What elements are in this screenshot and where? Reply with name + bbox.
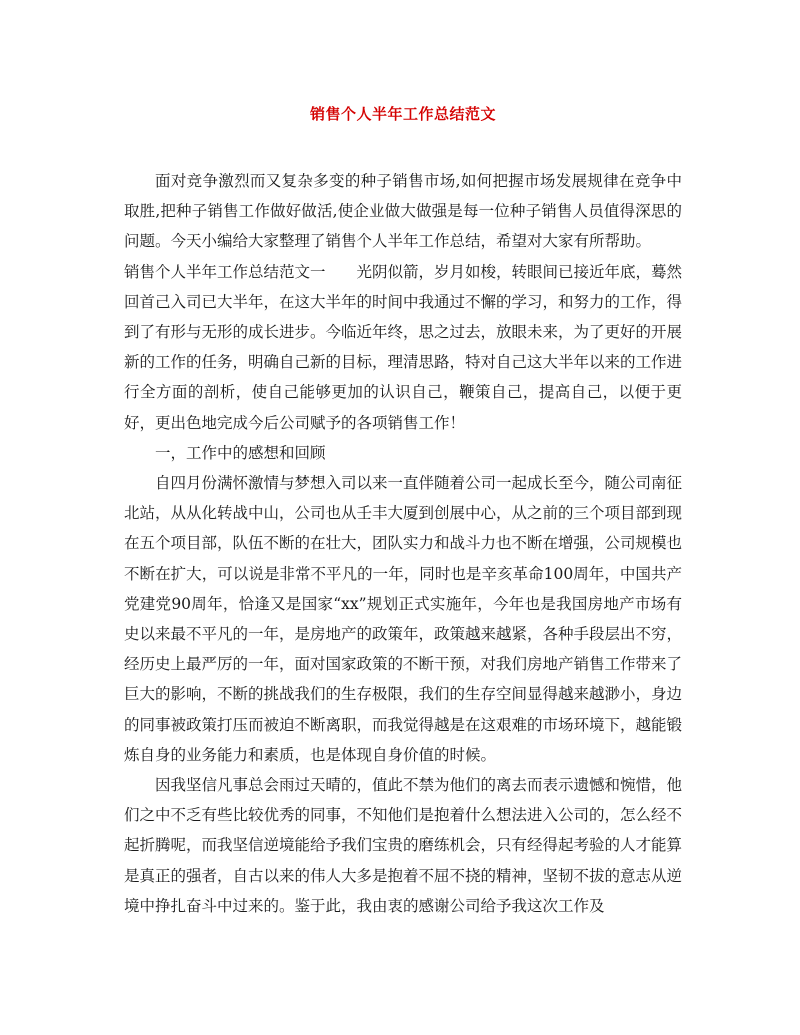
paragraph-sample-one: 销售个人半年工作总结范文一 光阴似箭，岁月如梭，转眼间已接近年底，蓦然回首己入司已大半年，在这大半年的时间中我通过不懈的学习，和努力的工作，得到了有形与无形的成长进步。今临近年终，思之过去，放眼未来，为了更好的开展新的工作的任务，明确自己新的目标，理清思路，特对自己这大半年以来的工作进行全方面的剖析，使自己能够更加的认识自己，鞭策自己，提高自己，以便于更好，更出色地完成今后公司赋予的各项销售工作！ xyxy=(124,262,683,432)
section-heading-reflection: 一，工作中的感想和回顾 xyxy=(155,443,326,462)
paragraph-adversity: 因我坚信凡事总会雨过天晴的，值此不禁为他们的离去而表示遗憾和惋惜，他们之中不乏有些比较优秀的同事，不知他们是抱着什么想法进入公司的，怎么经不起折腾呢，而我坚信逆境能给予我们宝贵的磨练机会，只有经得起考验的人才能算是真正的强者，自古以来的伟人大多是抱着不屈不挠的精神，坚韧不拔的意志从逆境中挣扎奋斗中过来的。鉴于此，我由衷的感谢公司给予我这次工作及 xyxy=(124,776,683,915)
paragraph-reflection: 自四月份满怀激情与梦想入司以来一直伴随着公司一起成长至今，随公司南征北站，从从化转战中山，公司也从壬丰大厦到创展中心，从之前的三个项目部到现在五个项目部，队伍不断的在壮大，团队实力和战斗力也不断在增强，公司规模也不断在扩大，可以说是非常不平凡的一年，同时也是辛亥革命100周年，中国共产党建党90周年，恰逢又是国家“xx”规划正式实施年，今年也是我国房地产市场有史以来最不平凡的一年，是房地产的政策年，政策越来越紧，各种手段层出不穷，经历史上最严厉的一年，面对国家政策的不断干预，对我们房地产销售工作带来了巨大的影响，不断的挑战我们的生存极限，我们的生存空间显得越来越渺小，身边的同事被政策打压而被迫不断离职，而我觉得越是在这艰难的市场环境下，越能锻炼自身的业务能力和素质，也是体现自身价值的时候。 xyxy=(124,474,683,764)
paragraph-intro: 面对竞争激烈而又复杂多变的种子销售市场,如何把握市场发展规律在竞争中取胜,把种子销售工作做好做活,使企业做大做强是每一位种子销售人员值得深思的问题。今天小编给大家整理了销售个人半年工作总结，希望对大家有所帮助。 xyxy=(124,172,682,251)
document-body xyxy=(124,166,682,921)
document-title: 销售个人半年工作总结范文 xyxy=(309,105,496,123)
